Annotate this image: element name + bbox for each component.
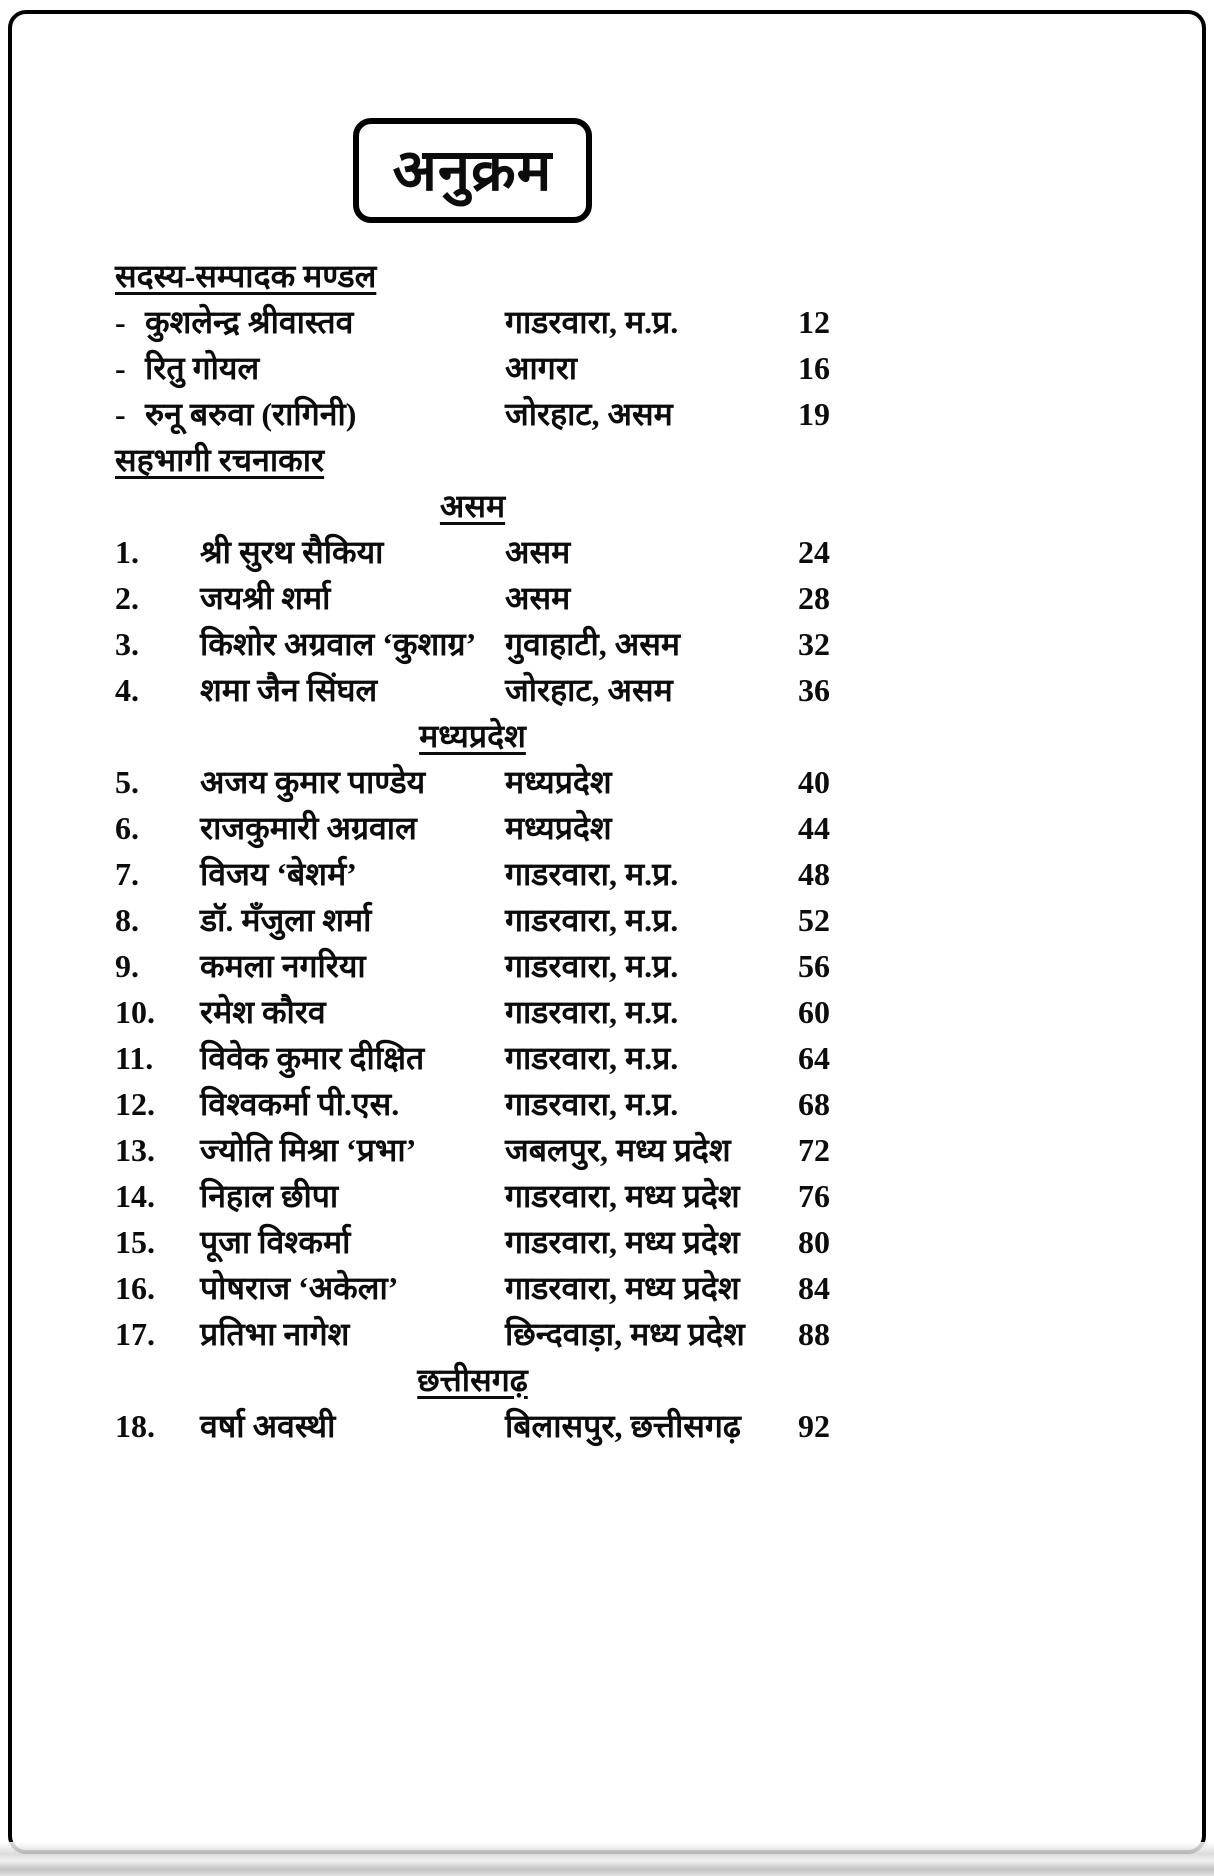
row-name: रमेश कौरव — [200, 994, 326, 1030]
row-page-number: 84 — [798, 1270, 830, 1306]
row-number: 2. — [115, 580, 139, 616]
row-name: डॉ. मँजुला शर्मा — [200, 902, 372, 938]
toc-row — [115, 989, 830, 1035]
row-page-number: 64 — [798, 1040, 830, 1076]
row-number: 18. — [115, 1408, 155, 1444]
row-name: वर्षा अवस्थी — [200, 1408, 336, 1444]
toc-row — [115, 345, 830, 391]
toc-row — [115, 1081, 830, 1127]
row-page-number: 72 — [798, 1132, 830, 1168]
toc-row — [115, 1219, 830, 1265]
row-page-number: 92 — [798, 1408, 830, 1444]
row-place: मध्यप्रदेश — [505, 764, 612, 800]
row-page-number: 48 — [798, 856, 830, 892]
toc-row — [115, 1403, 830, 1449]
section-heading-contributors: सहभागी रचनाकार — [115, 442, 325, 478]
row-number: 1. — [115, 534, 139, 570]
row-place: गाडरवारा, म.प्र. — [505, 948, 679, 984]
row-name: कुशलेन्द्र श्रीवास्तव — [145, 304, 354, 340]
row-number: 17. — [115, 1316, 155, 1352]
region-heading-madhya-pradesh: मध्यप्रदेश — [419, 718, 526, 754]
row-number: 14. — [115, 1178, 155, 1214]
row-place: जोरहाट, असम — [505, 672, 673, 708]
row-page-number: 36 — [798, 672, 830, 708]
row-place: गाडरवारा, मध्य प्रदेश — [505, 1270, 740, 1306]
contents-page — [115, 118, 830, 1449]
toc-row — [115, 1035, 830, 1081]
row-page-number: 52 — [798, 902, 830, 938]
row-name: पूजा विश्कर्मा — [200, 1224, 351, 1260]
toc-row — [115, 299, 830, 345]
row-page-number: 19 — [798, 396, 830, 432]
region-heading-chhattisgarh: छत्तीसगढ़ — [417, 1362, 528, 1398]
row-page-number: 44 — [798, 810, 830, 846]
row-name: विजय ‘बेशर्म’ — [200, 856, 357, 892]
row-page-number: 24 — [798, 534, 830, 570]
toc-row — [115, 897, 830, 943]
row-name: रुनू बरुवा (रागिनी) — [145, 396, 357, 432]
toc-row — [115, 391, 830, 437]
row-page-number: 32 — [798, 626, 830, 662]
toc-row — [115, 621, 830, 667]
row-number: 13. — [115, 1132, 155, 1168]
scan-artifact — [0, 1842, 1214, 1876]
row-number: 4. — [115, 672, 139, 708]
toc-row — [115, 805, 830, 851]
row-place: गुवाहाटी, असम — [505, 626, 681, 662]
row-place: गाडरवारा, मध्य प्रदेश — [505, 1224, 740, 1260]
row-place: असम — [505, 580, 571, 616]
row-page-number: 40 — [798, 764, 830, 800]
row-name: प्रतिभा नागेश — [200, 1316, 350, 1352]
row-number: 9. — [115, 948, 139, 984]
row-name: ज्योति मिश्रा ‘प्रभा’ — [200, 1132, 417, 1168]
row-name: शमा जैन सिंघल — [200, 672, 378, 708]
page-title: अनुक्रम — [392, 138, 553, 203]
row-name: निहाल छीपा — [200, 1178, 339, 1214]
section-heading-editors: सदस्य-सम्पादक मण्डल — [115, 258, 377, 294]
row-number: 15. — [115, 1224, 155, 1260]
row-place: गाडरवारा, म.प्र. — [505, 902, 679, 938]
toc-row — [115, 1265, 830, 1311]
row-page-number: 56 — [798, 948, 830, 984]
row-name: जयश्री शर्मा — [200, 580, 331, 616]
page-title-box — [353, 118, 593, 223]
toc-row — [115, 667, 830, 713]
row-place: असम — [505, 534, 571, 570]
row-number: 12. — [115, 1086, 155, 1122]
row-place: जबलपुर, मध्य प्रदेश — [505, 1132, 731, 1168]
row-number: 11. — [115, 1040, 154, 1076]
row-name: श्री सुरथ सैकिया — [200, 534, 384, 570]
row-number: 10. — [115, 994, 155, 1030]
row-number: 7. — [115, 856, 139, 892]
toc-row — [115, 943, 830, 989]
row-bullet: - — [115, 396, 126, 432]
row-place: छिन्दवाड़ा, मध्य प्रदेश — [505, 1316, 745, 1352]
toc-row — [115, 575, 830, 621]
toc-row — [115, 759, 830, 805]
row-number: 6. — [115, 810, 139, 846]
region-heading-assam: असम — [439, 488, 506, 524]
row-page-number: 60 — [798, 994, 830, 1030]
row-name: किशोर अग्रवाल ‘कुशाग्र’ — [200, 626, 477, 662]
row-bullet: - — [115, 350, 126, 386]
toc-row — [115, 529, 830, 575]
row-place: गाडरवारा, मध्य प्रदेश — [505, 1178, 740, 1214]
row-page-number: 16 — [798, 350, 830, 386]
row-page-number: 80 — [798, 1224, 830, 1260]
row-name: रितु गोयल — [145, 350, 260, 386]
row-name: अजय कुमार पाण्डेय — [200, 764, 426, 800]
toc-row — [115, 851, 830, 897]
row-place: मध्यप्रदेश — [505, 810, 612, 846]
row-number: 5. — [115, 764, 139, 800]
row-page-number: 12 — [798, 304, 830, 340]
row-number: 8. — [115, 902, 139, 938]
row-name: विवेक कुमार दीक्षित — [200, 1040, 425, 1076]
row-name: कमला नगरिया — [200, 948, 366, 984]
row-place: गाडरवारा, म.प्र. — [505, 1086, 679, 1122]
row-page-number: 28 — [798, 580, 830, 616]
toc-row — [115, 1311, 830, 1357]
row-bullet: - — [115, 304, 126, 340]
row-place: गाडरवारा, म.प्र. — [505, 1040, 679, 1076]
row-place: जोरहाट, असम — [505, 396, 673, 432]
row-name: राजकुमारी अग्रवाल — [200, 810, 417, 846]
toc-row — [115, 1173, 830, 1219]
row-name: पोषराज ‘अकेला’ — [200, 1270, 399, 1306]
row-place: बिलासपुर, छत्तीसगढ़ — [505, 1408, 741, 1444]
row-number: 16. — [115, 1270, 155, 1306]
row-place: गाडरवारा, म.प्र. — [505, 856, 679, 892]
row-place: आगरा — [505, 350, 578, 386]
toc-row — [115, 1127, 830, 1173]
row-page-number: 68 — [798, 1086, 830, 1122]
row-page-number: 76 — [798, 1178, 830, 1214]
row-name: विश्वकर्मा पी.एस. — [200, 1086, 400, 1122]
row-place: गाडरवारा, म.प्र. — [505, 994, 679, 1030]
row-page-number: 88 — [798, 1316, 830, 1352]
row-number: 3. — [115, 626, 139, 662]
row-place: गाडरवारा, म.प्र. — [505, 304, 679, 340]
